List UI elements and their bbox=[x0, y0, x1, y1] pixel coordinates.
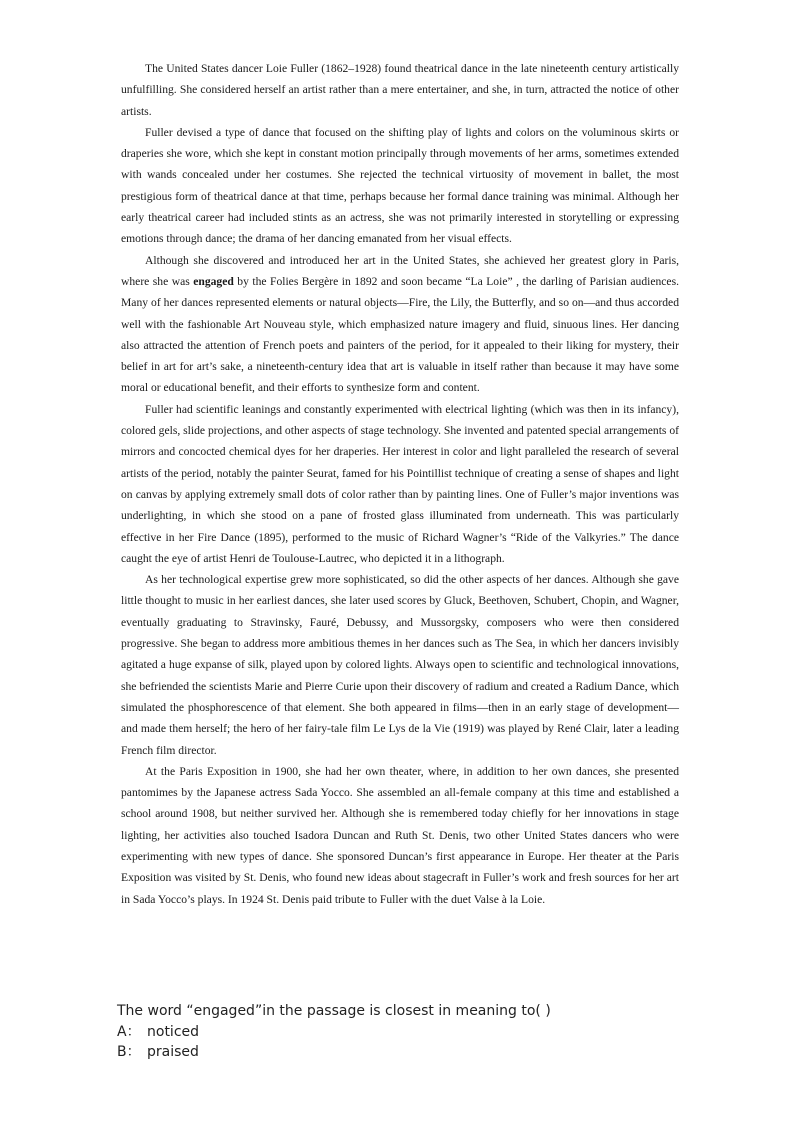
question-stem: The word “engaged”in the passage is closest in meaning to( ) bbox=[117, 1003, 551, 1019]
option-a-text: noticed bbox=[147, 1023, 200, 1040]
passage-paragraph-3 bbox=[121, 250, 679, 399]
passage-paragraph-4: Fuller had scientific leanings and constantly experimented with electrical lighting (which was then in its infancy), colored gels, slide projections, and other aspects of stage technology. She invented and patented special arrangements of mirrors and concocted chemical dyes for her draperies. Her interest in color and light paralleled the research of several artists of the period, notably the painter Seurat, famed for his Pointillist technique of creating a sense of shapes and light on canvas by applying extremely small dots of color rather than by painting lines. One of Fuller’s major inventions was underlighting, in which she stood on a pane of frosted glass illuminated from underneath. This was particularly effective in her Fire Dance (1895), performed to the music of Richard Wagner’s “Ride of the Valkyries.” The dance caught the eye of artist Henri de Toulouse-Lautrec, who depicted it in a lithograph. bbox=[121, 402, 679, 565]
option-b-text: praised bbox=[147, 1044, 199, 1060]
option-b[interactable] bbox=[117, 1042, 551, 1063]
option-a[interactable] bbox=[117, 1022, 551, 1043]
reading-passage bbox=[121, 58, 679, 910]
passage-paragraph-6: At the Paris Exposition in 1900, she had her own theater, where, in addition to her own dances, she presented pantomimes by the Japanese actress Sada Yocco. She assembled an all-female company at this time and established a school around 1908, but neither survived her. Although she is remembered today chiefly for her innovations in stage lighting, her activities also touched Isadora Duncan and Ruth St. Denis, two other United States dancers who were experimenting with new types of dance. She sponsored Duncan’s first appearance in Europe. Her theater at the Paris Exposition was visited by St. Denis, who found new ideas about stagecraft in Fuller’s work and fresh sources for her art in Sada Yocco’s plays. In 1924 St. Denis paid tribute to Fuller with the duet Valse à la Loie. bbox=[121, 764, 679, 906]
question-block bbox=[117, 1001, 551, 1063]
passage-paragraph-2: Fuller devised a type of dance that focused on the shifting play of lights and colors on the voluminous skirts or draperies she wore, which she kept in constant motion principally through movements of her arms, sometimes extended with wands concealed under her costumes. She rejected the technical virtuosity of movement in ballet, the most prestigious form of theatrical dance at that time, perhaps because her formal dance training was minimal. Although her early theatrical career had included stints as an actress, she was not primarily interested in storytelling or expressing emotions through dance; the drama of her dancing emanated from her visual effects. bbox=[121, 125, 679, 246]
option-a-letter: A： bbox=[117, 1023, 141, 1040]
passage-paragraph-1: The United States dancer Loie Fuller (1862–1928) found theatrical dance in the late nineteenth century artistically unfulfilling. She considered herself an artist rather than a mere entertainer, and she, in turn, attracted the notice of other artists. bbox=[121, 62, 679, 118]
passage-paragraph-5: As her technological expertise grew more sophisticated, so did the other aspects of her dances. Although she gave little thought to music in her earliest dances, she later used scores by Gluck, Beethoven, Schubert, Chopin, and Wagner, eventually graduating to Stravinsky, Fauré, Debussy, and Mussorgsky, composers who were then considered progressive. She began to address more ambitious themes in her dances such as The Sea, in which her dancers invisibly agitated a huge expanse of silk, played upon by colored lights. Always open to scientific and technological innovations, she befriended the scientists Marie and Pierre Curie upon their discovery of radium and created a Radium Dance, which simulated the phosphorescence of that element. She both appeared in films—then in an early stage of development—and made them herself; the hero of her fairy-tale film Le Lys de la Vie (1919) was played by René Clair, later a leading French film director. bbox=[121, 573, 679, 757]
option-b-letter: B： bbox=[117, 1044, 141, 1060]
highlighted-word-engaged: engaged bbox=[193, 274, 234, 288]
paragraph-3-text-after: by the Folies Bergère in 1892 and soon became “La Loie” , the darling of Parisian audiences. Many of her dances represented elements or natural objects—Fire, the Lily, the Butterfly, and so on—and thus accorded well with the fashionable Art Nouveau style, which emphasized nature imagery and fluid, sinuous lines. Her dancing also attracted the attention of French poets and painters of the period, for it appealed to their liking for mystery, their belief in art for art’s sake, a nineteenth-century idea that art is valuable in itself rather than because it may have some moral or educational benefit, and their efforts to synthesize form and content. bbox=[121, 274, 679, 395]
paragraph-3-text-before: Although she discovered and introduced her art in the United States, she achieved her greatest glory in Paris, where she was bbox=[121, 253, 679, 288]
